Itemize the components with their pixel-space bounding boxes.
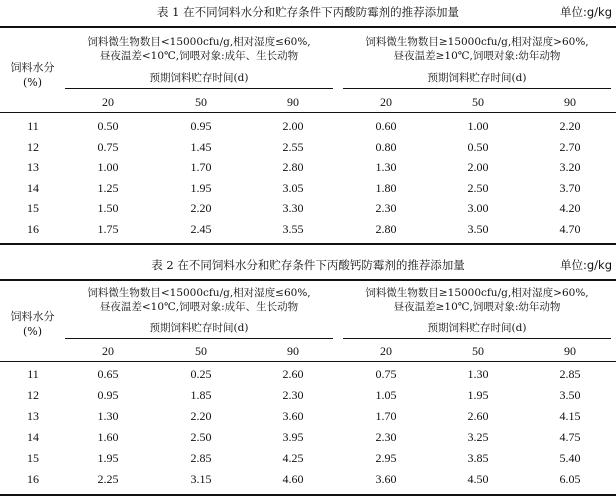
condition-left-line-2: 昼夜温差<10℃,饲喂对象:成年、生长动物 — [99, 301, 299, 313]
bottom-rule — [0, 494, 616, 496]
value-cell: 3.30 — [282, 201, 304, 216]
value-cell: 2.00 — [282, 119, 304, 133]
moisture-cell: 12 — [27, 388, 39, 402]
value-cell: 1.60 — [97, 430, 119, 444]
condition-right — [343, 286, 611, 314]
period-rule-right — [343, 338, 611, 339]
value-cell: 1.95 — [190, 180, 212, 195]
value-cell: 0.95 — [97, 388, 119, 402]
value-cell: 4.70 — [559, 222, 581, 236]
value-cell: 3.70 — [559, 180, 581, 195]
value-cell: 5.40 — [559, 451, 581, 465]
moisture-cell: 15 — [27, 451, 39, 465]
day-header-4: 50 — [472, 95, 484, 109]
value-cell: 3.50 — [559, 388, 581, 402]
condition-left-line-1: 饲料微生物数目<15000cfu/g,相对湿度≤60%, — [87, 287, 311, 299]
row-header-line-2: (%) — [22, 76, 43, 89]
value-cell: 3.85 — [467, 451, 489, 465]
row-header-line-1: 饲料水分 — [10, 61, 55, 74]
value-cell: 2.50 — [190, 430, 212, 444]
day-header-3: 20 — [380, 344, 392, 358]
value-cell: 1.45 — [190, 139, 212, 154]
value-cell: 0.80 — [375, 139, 397, 154]
value-cell: 1.95 — [467, 388, 489, 402]
period-rule-right — [343, 88, 611, 89]
value-cell: 1.00 — [97, 160, 119, 175]
value-cell: 3.25 — [467, 430, 489, 444]
value-cell: 2.60 — [282, 367, 304, 381]
value-cell: 4.20 — [559, 201, 581, 216]
value-cell: 6.05 — [559, 472, 581, 486]
condition-right-line-2: 昼夜温差≥10℃,饲喂对象:幼年动物 — [393, 50, 561, 62]
value-cell: 1.80 — [375, 180, 397, 195]
table-2-caption — [0, 255, 616, 275]
value-cell: 2.20 — [559, 119, 581, 133]
condition-right-line-1: 饲料微生物数目≥15000cfu/g,相对湿度>60%, — [365, 287, 589, 299]
value-cell: 1.30 — [467, 367, 489, 381]
moisture-cell: 13 — [27, 409, 39, 423]
value-cell: 2.30 — [375, 430, 397, 444]
row-header-line-1: 饲料水分 — [10, 310, 55, 323]
value-cell: 4.60 — [282, 472, 304, 486]
period-right: 预期饲料贮存时间(d) — [427, 322, 527, 334]
value-cell: 2.85 — [190, 451, 212, 465]
value-cell: 4.75 — [559, 430, 581, 444]
day-header-2: 90 — [287, 95, 299, 109]
moisture-cell: 14 — [27, 430, 39, 444]
table-1-title: 表 1 在不同饲料水分和贮存条件下丙酸防霉剂的推荐添加量 — [156, 5, 460, 19]
day-header-5: 90 — [564, 95, 576, 109]
day-header-1: 50 — [195, 95, 207, 109]
value-cell: 2.00 — [467, 160, 489, 175]
value-cell: 3.60 — [375, 472, 397, 486]
value-cell: 2.20 — [190, 409, 212, 423]
condition-right — [343, 35, 611, 63]
value-cell: 1.75 — [97, 222, 119, 236]
table-2-unit: 单位:g/kg — [559, 258, 612, 272]
condition-right-line-1: 饲料微生物数目≥15000cfu/g,相对湿度>60%, — [365, 36, 589, 48]
day-header-0: 20 — [102, 95, 114, 109]
value-cell: 0.60 — [375, 119, 397, 133]
period-rule-left — [65, 88, 333, 89]
period-left: 预期饲料贮存时间(d) — [149, 72, 249, 84]
value-cell: 0.50 — [467, 139, 489, 154]
table-2 — [0, 253, 616, 497]
value-cell: 1.05 — [375, 388, 397, 402]
value-cell: 2.45 — [190, 222, 212, 236]
value-cell: 1.50 — [97, 201, 119, 216]
value-cell: 0.65 — [97, 367, 119, 381]
table-1 — [0, 0, 616, 245]
day-header-5: 90 — [564, 344, 576, 358]
value-cell: 2.30 — [375, 201, 397, 216]
value-cell: 2.95 — [375, 451, 397, 465]
value-cell: 2.30 — [282, 388, 304, 402]
value-cell: 2.55 — [282, 139, 304, 154]
period-left: 预期饲料贮存时间(d) — [149, 322, 249, 334]
moisture-cell: 13 — [27, 160, 39, 175]
value-cell: 0.75 — [97, 139, 119, 154]
row-header-label — [0, 309, 65, 339]
top-rule — [0, 279, 616, 281]
period-rule-left — [65, 338, 333, 339]
header-bottom-rule — [0, 361, 616, 362]
period-right: 预期饲料贮存时间(d) — [427, 72, 527, 84]
value-cell: 1.70 — [190, 160, 212, 175]
day-header-2: 90 — [287, 344, 299, 358]
value-cell: 2.60 — [467, 409, 489, 423]
moisture-cell: 14 — [27, 180, 39, 195]
moisture-cell: 12 — [27, 139, 39, 154]
value-cell: 1.85 — [190, 388, 212, 402]
value-cell: 3.05 — [282, 180, 304, 195]
header-bottom-rule — [0, 112, 616, 113]
value-cell: 3.60 — [282, 409, 304, 423]
moisture-cell: 11 — [27, 367, 39, 381]
value-cell: 3.95 — [282, 430, 304, 444]
value-cell: 3.00 — [467, 201, 489, 216]
value-cell: 3.50 — [467, 222, 489, 236]
value-cell: 2.80 — [375, 222, 397, 236]
value-cell: 2.20 — [190, 201, 212, 216]
value-cell: 1.00 — [467, 119, 489, 133]
moisture-cell: 11 — [27, 119, 39, 133]
row-header-line-2: (%) — [22, 325, 43, 338]
value-cell: 3.20 — [559, 160, 581, 175]
condition-left — [65, 286, 333, 314]
bottom-rule — [0, 243, 616, 245]
value-cell: 4.15 — [559, 409, 581, 423]
moisture-cell: 16 — [27, 472, 39, 486]
value-cell: 0.75 — [375, 367, 397, 381]
value-cell: 2.50 — [467, 180, 489, 195]
condition-right-line-2: 昼夜温差≥10℃,饲喂对象:幼年动物 — [393, 301, 561, 313]
moisture-cell: 15 — [27, 201, 39, 216]
moisture-cell: 16 — [27, 222, 39, 236]
value-cell: 0.50 — [97, 119, 119, 133]
condition-left-line-2: 昼夜温差<10℃,饲喂对象:成年、生长动物 — [99, 50, 299, 62]
top-rule — [0, 26, 616, 28]
day-header-4: 50 — [472, 344, 484, 358]
condition-left — [65, 35, 333, 63]
condition-left-line-1: 饲料微生物数目<15000cfu/g,相对湿度≤60%, — [87, 36, 311, 48]
day-header-1: 50 — [195, 344, 207, 358]
value-cell: 4.25 — [282, 451, 304, 465]
value-cell: 2.85 — [559, 367, 581, 381]
table-1-caption — [0, 2, 616, 22]
value-cell: 2.25 — [97, 472, 119, 486]
value-cell: 3.15 — [190, 472, 212, 486]
value-cell: 0.25 — [190, 367, 212, 381]
value-cell: 2.80 — [282, 160, 304, 175]
value-cell: 2.70 — [559, 139, 581, 154]
value-cell: 1.30 — [375, 160, 397, 175]
value-cell: 0.95 — [190, 119, 212, 133]
day-header-3: 20 — [380, 95, 392, 109]
row-header-label — [0, 60, 65, 90]
table-2-title: 表 2 在不同饲料水分和贮存条件下丙酸钙防霉剂的推荐添加量 — [151, 258, 465, 272]
value-cell: 1.70 — [375, 409, 397, 423]
value-cell: 1.95 — [97, 451, 119, 465]
value-cell: 1.30 — [97, 409, 119, 423]
day-header-0: 20 — [102, 344, 114, 358]
table-1-unit: 单位:g/kg — [559, 5, 612, 19]
value-cell: 1.25 — [97, 180, 119, 195]
value-cell: 4.50 — [467, 472, 489, 486]
value-cell: 3.55 — [282, 222, 304, 236]
